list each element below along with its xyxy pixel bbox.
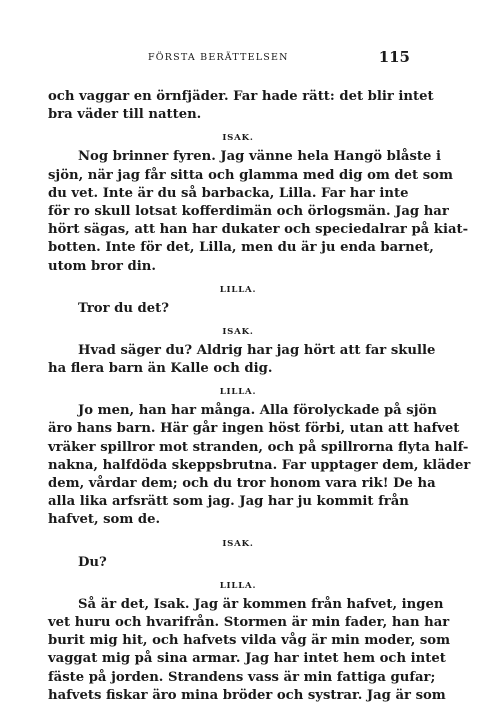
running-head: FÖRSTA BERÄTTELSEN [148, 52, 289, 63]
paragraph [48, 88, 434, 124]
text-line: ha flera barn än Kalle och dig. [48, 361, 273, 377]
paragraph [48, 554, 408, 572]
text-line: alla lika arfsrätt som jag. Jag har ju kommit från [48, 494, 409, 510]
text-line: Hvad säger du? Aldrig har jag hört att far skulle [78, 342, 436, 358]
text-line: burit mig hit, och hafvets vilda våg är min moder, som [48, 633, 451, 649]
text-line: fäste på jorden. Strandens vass är min fattiga gufar; [48, 669, 436, 685]
text-line: Nog brinner fyren. Jag vänne hela Hangö blåste i [78, 149, 441, 165]
text-line: och vaggar en örnfjäder. Far hade rätt: det blir intet [48, 89, 434, 104]
paragraph [48, 402, 471, 529]
speaker-name: ISAK. [222, 326, 254, 337]
text-line: för ro skull lotsat kofferdimän och örlogsmän. Jag har [48, 203, 449, 219]
speaker-name: ISAK. [222, 538, 254, 549]
paragraph [48, 148, 469, 275]
text-line: nakna, halfdöda skeppsbrutna. Far upptager dem, kläder [48, 457, 471, 473]
body-text [48, 88, 471, 705]
text-line: vräker spillror mot stranden, och på spillrorna flyta half- [48, 439, 469, 455]
paragraph [48, 596, 451, 705]
speaker-name: LILLA. [219, 387, 257, 398]
text-line: Du? [78, 554, 107, 570]
page-number: 115 [378, 48, 410, 66]
book-page [48, 48, 471, 705]
text-line: hört sägas, att han har dukater och speciedalrar på kiat- [48, 222, 469, 238]
speaker-name: ISAK. [222, 133, 254, 144]
text-line: hafvet, som de. [48, 512, 161, 528]
paragraph [48, 342, 436, 378]
paragraph [48, 300, 408, 318]
text-line: botten. Inte för det, Lilla, men du är ju enda barnet, [48, 240, 434, 256]
text-line: vet huru och hvarifrån. Stormen är min fader, han har [48, 614, 450, 630]
text-line: Jo men, han har många. Alla förolyckade på sjön [78, 403, 437, 419]
speaker-name: LILLA. [219, 580, 257, 591]
text-line: dem, vårdar dem; och du tror honom vara rik! De ha [48, 476, 436, 491]
speaker-name: LILLA. [219, 284, 257, 295]
text-line: bra väder till natten. [48, 107, 202, 123]
text-line: Så är det, Isak. Jag är kommen från hafvet, ingen [78, 596, 444, 612]
text-line: utom bror din. [48, 258, 156, 274]
text-line: äro hans barn. Här går ingen höst förbi, utan att hafvet [48, 421, 460, 437]
text-line: Tror du det? [78, 300, 169, 316]
text-line: hafvets fiskar äro mina bröder och systrar. Jag är som [48, 687, 446, 703]
text-line: sjön, när jag får sitta och glamma med dig om det som [48, 167, 453, 183]
page-header [48, 48, 408, 70]
text-line: vaggat mig på sina armar. Jag har intet hem och intet [48, 651, 446, 667]
text-line: du vet. Inte är du så barbacka, Lilla. Far har inte [48, 185, 409, 201]
